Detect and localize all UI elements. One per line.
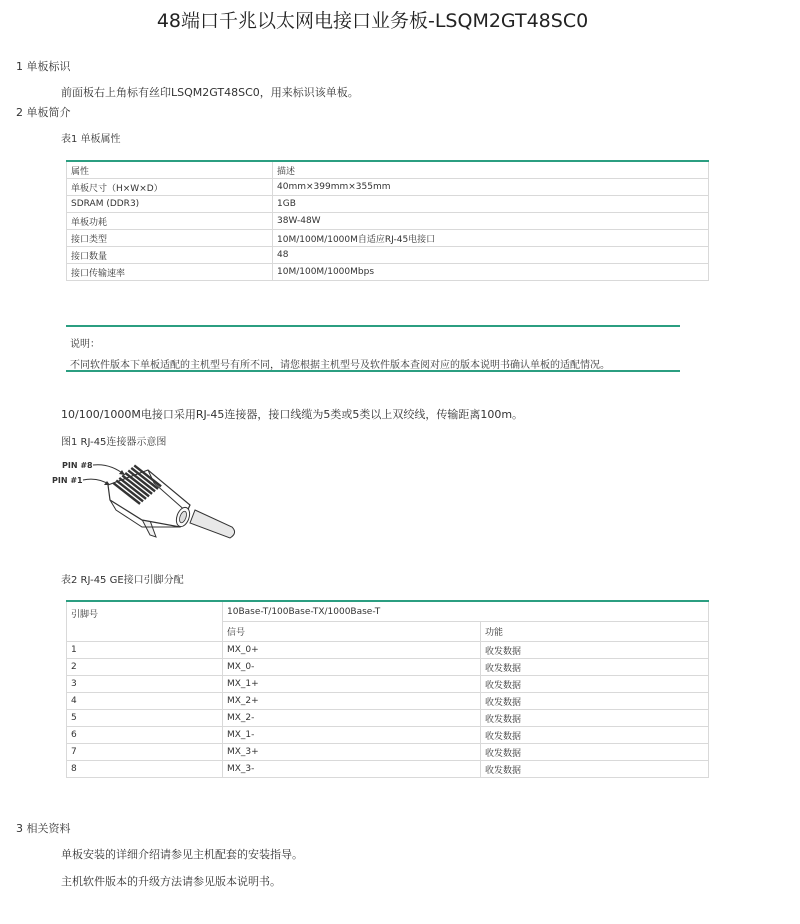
upgrade-guide-text: 主机软件版本的升级方法请参见版本说明书。 xyxy=(61,875,281,888)
table-cell: 收发数据 xyxy=(481,710,709,727)
table-row xyxy=(67,693,709,710)
board-id-text: 前面板右上角标有丝印LSQM2GT48SC0，用来标识该单板。 xyxy=(61,86,359,99)
table-cell: 5 xyxy=(67,710,223,727)
table-cell: 收发数据 xyxy=(481,761,709,778)
pin8-label: PIN #8 xyxy=(62,461,93,470)
table-cell: 7 xyxy=(67,744,223,761)
table-cell: 10M/100M/1000Mbps xyxy=(273,264,709,281)
table-cell: 10M/100M/1000M自适应RJ-45电接口 xyxy=(273,230,709,247)
table-row xyxy=(67,676,709,693)
note-label: 说明： xyxy=(70,339,100,350)
rj45-description: 10/100/1000M电接口采用RJ-45连接器，接口线缆为5类或5类以上双绞线，传输距离100m。 xyxy=(61,408,524,421)
table-row xyxy=(67,179,709,196)
table-cell: 单板尺寸（H×W×D） xyxy=(67,179,273,196)
table-cell: MX_0- xyxy=(223,659,481,676)
table-cell: 1GB xyxy=(273,196,709,213)
table-cell: MX_3- xyxy=(223,761,481,778)
table-cell: MX_2- xyxy=(223,710,481,727)
section-heading-board-id: 1 单板标识 xyxy=(16,60,71,73)
function-header: 功能 xyxy=(481,622,709,642)
table-row xyxy=(67,196,709,213)
table-cell: 4 xyxy=(67,693,223,710)
rj45-connector-figure xyxy=(50,455,240,550)
table-cell: 38W-48W xyxy=(273,213,709,230)
page-title: 48端口千兆以太网电接口业务板-LSQM2GT48SC0 xyxy=(156,10,589,32)
table-row xyxy=(67,230,709,247)
table-row xyxy=(67,642,709,659)
table-row xyxy=(67,213,709,230)
table-cell: 收发数据 xyxy=(481,693,709,710)
table-row xyxy=(67,659,709,676)
table-cell: 1 xyxy=(67,642,223,659)
note-bottom-rule xyxy=(66,370,680,372)
table-row xyxy=(67,264,709,281)
table-cell: 收发数据 xyxy=(481,744,709,761)
table-row xyxy=(67,247,709,264)
table-header-cell: 属性 xyxy=(67,161,273,179)
table-cell: 2 xyxy=(67,659,223,676)
table-cell: 8 xyxy=(67,761,223,778)
table-cell: 收发数据 xyxy=(481,727,709,744)
note-text: 不同软件版本下单板适配的主机型号有所不同，请您根据主机型号及软件版本查阅对应的版本说明书确认单板的适配情况。 xyxy=(70,360,610,371)
section-heading-board-intro: 2 单板简介 xyxy=(16,106,71,119)
table1-caption: 表1 单板属性 xyxy=(61,134,121,145)
table-cell: MX_2+ xyxy=(223,693,481,710)
standard-group-header: 10Base-T/100Base-TX/1000Base-T xyxy=(223,601,709,622)
note-top-rule xyxy=(66,325,680,327)
figure1-caption: 图1 RJ-45连接器示意图 xyxy=(61,437,167,448)
table-header-cell: 描述 xyxy=(273,161,709,179)
pin-assignment-table xyxy=(66,600,709,778)
table-header-row xyxy=(67,161,709,179)
table-cell: 收发数据 xyxy=(481,642,709,659)
rj45-connector-illustration xyxy=(50,455,240,550)
table-cell: 3 xyxy=(67,676,223,693)
install-guide-text: 单板安装的详细介绍请参见主机配套的安装指导。 xyxy=(61,848,303,861)
table-cell: MX_1- xyxy=(223,727,481,744)
table-cell: 接口数量 xyxy=(67,247,273,264)
table-cell: MX_0+ xyxy=(223,642,481,659)
table-row xyxy=(67,744,709,761)
table-row xyxy=(67,710,709,727)
table-cell: 40mm×399mm×355mm xyxy=(273,179,709,196)
table-header-row xyxy=(67,601,709,622)
table-cell: 48 xyxy=(273,247,709,264)
table-cell: MX_1+ xyxy=(223,676,481,693)
table-row xyxy=(67,761,709,778)
pin1-label: PIN #1 xyxy=(52,476,83,485)
table-cell: 6 xyxy=(67,727,223,744)
signal-header: 信号 xyxy=(223,622,481,642)
table-cell: 收发数据 xyxy=(481,676,709,693)
table-cell: 单板功耗 xyxy=(67,213,273,230)
table-cell: SDRAM (DDR3) xyxy=(67,196,273,213)
table-cell: 接口传输速率 xyxy=(67,264,273,281)
section-heading-related-docs: 3 相关资料 xyxy=(16,822,71,835)
table-cell: 接口类型 xyxy=(67,230,273,247)
table2-caption: 表2 RJ-45 GE接口引脚分配 xyxy=(61,575,184,586)
board-properties-table xyxy=(66,160,709,281)
table-cell: MX_3+ xyxy=(223,744,481,761)
table-row xyxy=(67,727,709,744)
pin-number-header: 引脚号 xyxy=(67,601,223,642)
table-cell: 收发数据 xyxy=(481,659,709,676)
